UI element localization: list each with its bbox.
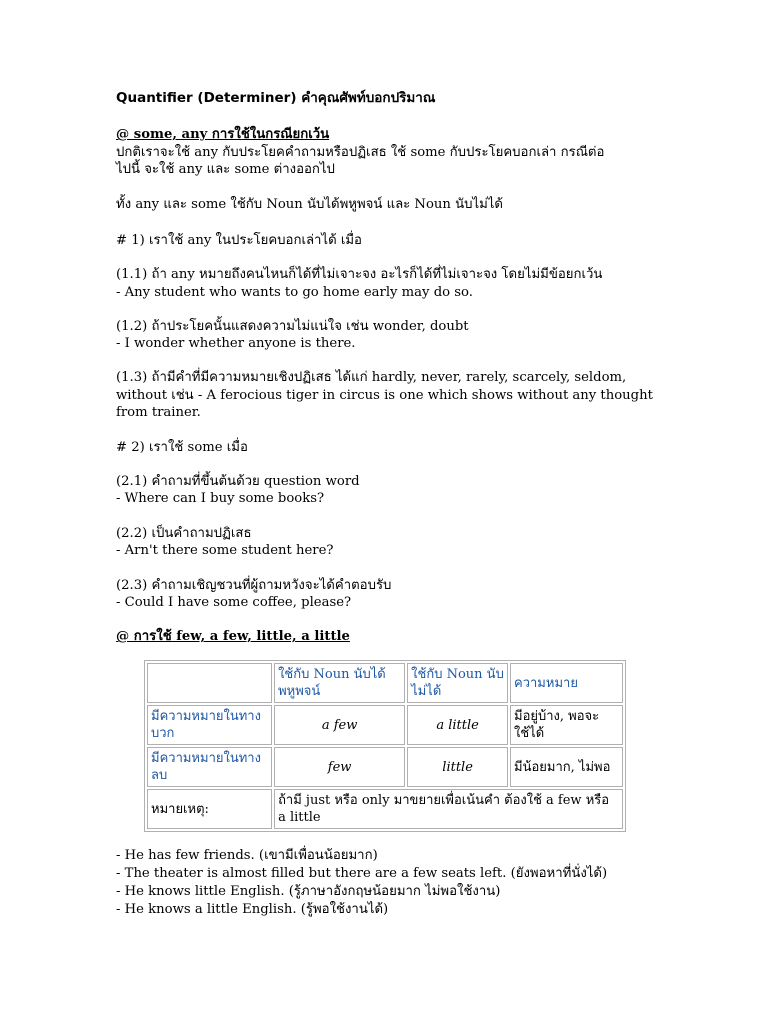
rule-text: (1.2) ถ้าประโยคนั้นแสดงความไม่แน่ใจ เช่น wonder, doubt [116,319,469,334]
example-text: - Where can I buy some books? [116,491,325,506]
rule-text: (1.3) ถ้ามีคำที่มีความหมายเชิงปฏิเสธ ได้แก่ hardly, never, rarely, scarcely, seldom, [116,370,627,385]
example-text: - I wonder whether anyone is there. [116,336,356,351]
countable-cell: a few [274,705,405,745]
table-row [147,705,623,745]
rule-text: (2.1) คำถามที่ขึ้นต้นด้วย question word [116,474,360,489]
paragraph-line: ทั้ง any และ some ใช้กับ Noun นับได้พหูพจน์ และ Noun นับไม่ได้ [116,197,503,212]
rule-text: from trainer. [116,405,201,420]
rule-text: (2.2) เป็นคำถามปฏิเสธ [116,526,252,541]
table-header-row [147,663,623,703]
example-text: - Arn't there some student here? [116,543,334,558]
rule-text: without เช่น - A ferocious tiger in circus is one which shows without any thought [116,388,653,403]
paragraph-line: ไปนี้ จะใช้ any และ some ต่างออกไป [116,162,335,177]
meaning-cell: มีอยู่บ้าง, พอจะ ใช้ได้ [510,705,623,745]
table-header-cell: ความหมาย [510,663,623,703]
page-title: Quantifier (Determiner) คำคุณศัพท์บอกปริมาณ [116,90,436,106]
table-header-cell: ใช้กับ Noun นับได้ พหูพจน์ [274,663,405,703]
rule-heading-any: # 1) เราใช้ any ในประโยคบอกเล่าได้ เมื่อ [116,233,362,248]
row-label-cell: มีความหมายในทาง ลบ [147,747,272,787]
note-label-cell: หมายเหตุ: [147,789,272,829]
row-label-cell: มีความหมายในทาง บวก [147,705,272,745]
example-sentence: - He has few friends. (เขามีเพื่อนน้อยมาก) [116,848,378,863]
rule-heading-some: # 2) เราใช้ some เมื่อ [116,440,248,455]
example-sentence: - The theater is almost filled but there are a few seats left. (ยังพอหาที่นั่งได้) [116,866,608,881]
example-text: - Any student who wants to go home early may do so. [116,285,473,300]
table-note-row [147,789,623,829]
countable-cell: few [274,747,405,787]
rule-text: (1.1) ถ้า any หมายถึงคนไหนก็ได้ที่ไม่เจาะจง อะไรก็ได้ที่ไม่เจาะจง โดยไม่มีข้อยกเว้น [116,267,603,282]
few-little-table [144,660,626,832]
section-heading-few-little: @ การใช้ few, a few, little, a little [116,629,350,644]
meaning-cell: มีน้อยมาก, ไม่พอ [510,747,623,787]
uncountable-cell: a little [407,705,508,745]
table-row [147,747,623,787]
table-header-cell [147,663,272,703]
rule-text: (2.3) คำถามเชิญชวนที่ผู้ถามหวังจะได้คำตอบรับ [116,578,392,593]
uncountable-cell: little [407,747,508,787]
paragraph-line: ปกติเราจะใช้ any กับประโยคคำถามหรือปฏิเสธ ใช้ some กับประโยคบอกเล่า กรณีต่อ [116,145,605,160]
example-sentence: - He knows a little English. (รู้พอใช้งานได้) [116,902,389,917]
example-sentence: - He knows little English. (รู้ภาษาอังกฤษน้อยมาก ไม่พอใช้งาน) [116,884,501,899]
note-text-cell: ถ้ามี just หรือ only มาขยายเพื่อเน้นคำ ต้องใช้ a few หรือ a little [274,789,623,829]
table-header-cell: ใช้กับ Noun นับ ไม่ได้ [407,663,508,703]
section-heading-some-any: @ some, any การใช้ในกรณียกเว้น [116,127,330,142]
example-text: - Could I have some coffee, please? [116,595,352,610]
